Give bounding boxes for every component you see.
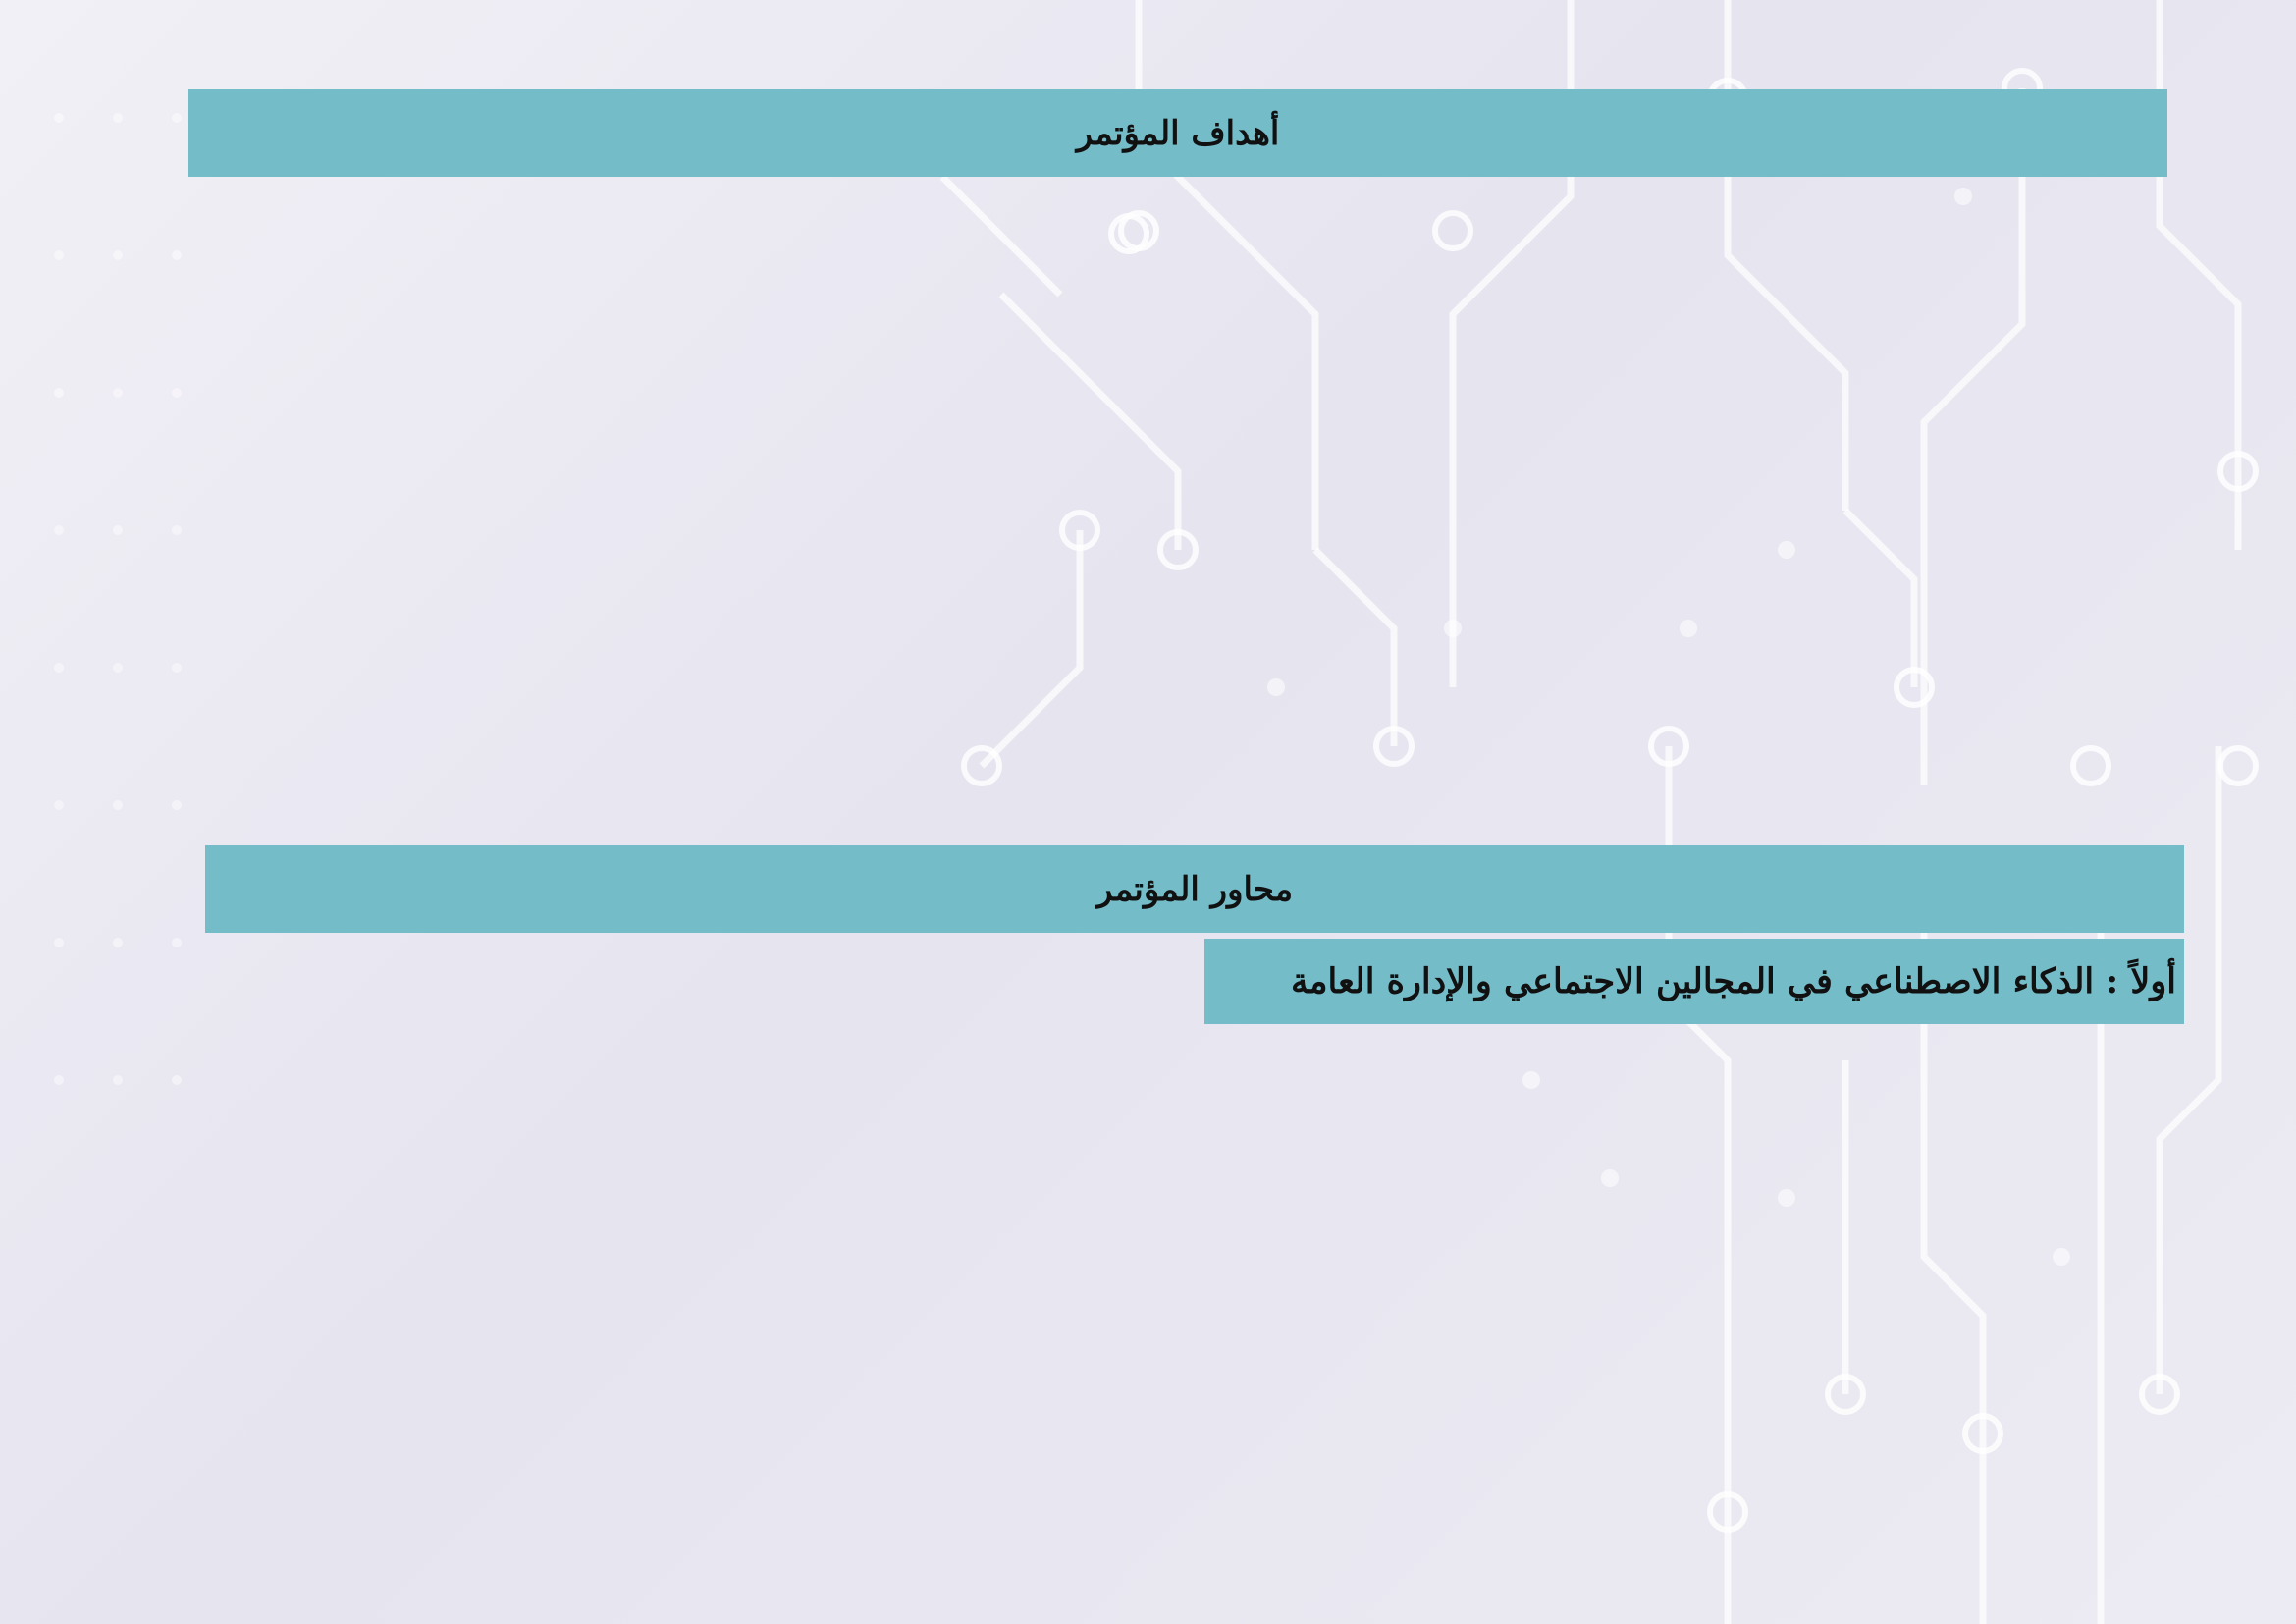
goals-header: أهداف المؤتمر [188, 89, 2167, 177]
axes-header: محاور المؤتمر [205, 845, 2184, 933]
axes-section-title: أولاً : الذكاء الاصطناعي في المجالين الاجتماعي والإدارة العامة [1204, 939, 2184, 1024]
